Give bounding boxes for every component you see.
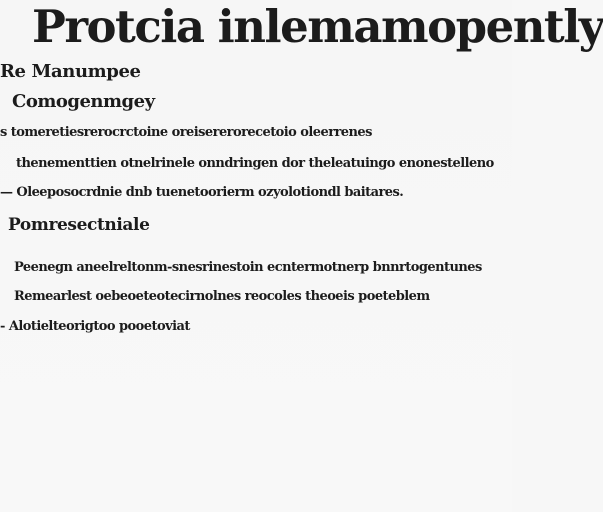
body-text-line: - Alotielteorigtoo pooetoviat (0, 319, 190, 334)
subsection-heading: Comogenmgey (12, 91, 155, 112)
section-heading: Pomresectniale (8, 215, 150, 235)
body-text-line: Peenegn aneelreltonm-snesrinestoin ecntermotnerp bnnrtogentunes (14, 260, 482, 275)
body-text-line: thenementtien otnelrinele onndringen dor theleatuingo enonestelleno (16, 156, 494, 171)
body-text-line: Remearlest oebeoeteotecirnolnes reocoles theoeis poeteblem (14, 289, 430, 304)
document-title: Protcia inlemamopently (32, 0, 603, 53)
body-text-line: — Oleeposocrdnie dnb tuenetoorierm ozyolotiondl baitares. (0, 185, 404, 200)
section-heading: Re Manumpee (0, 61, 141, 82)
body-text-line: s tomeretiesrerocrctoine oreisererorecetoio oleerrenes (0, 125, 372, 140)
